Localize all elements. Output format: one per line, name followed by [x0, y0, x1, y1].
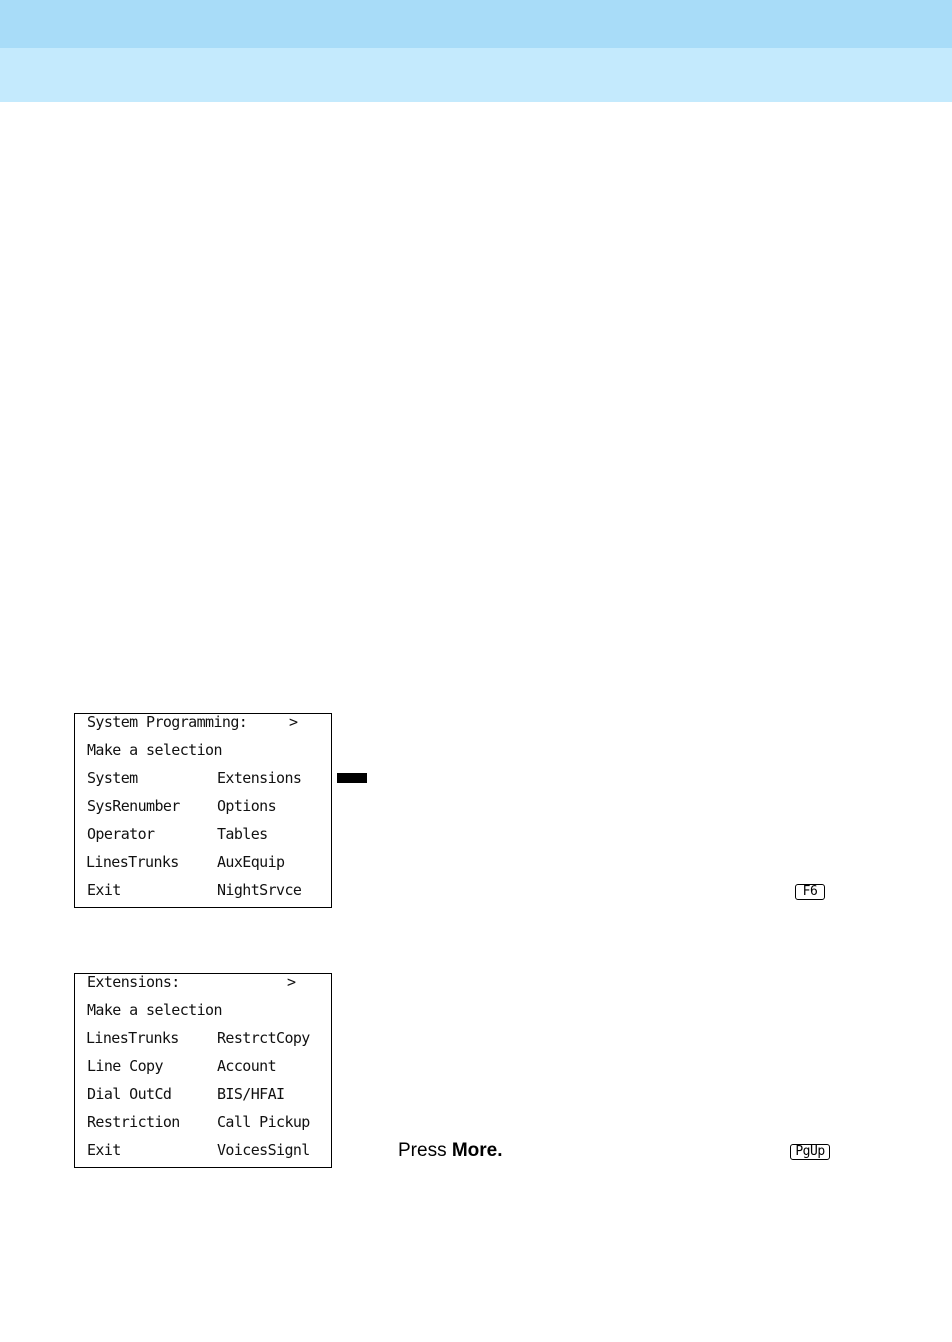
menu-row [75, 798, 331, 826]
menu-option-sysrenumber[interactable]: SysRenumber [87, 797, 180, 815]
console-screen-extensions [74, 973, 332, 1168]
screen-prompt-row [75, 742, 331, 770]
menu-option-restrctcopy[interactable]: RestrctCopy [217, 1029, 310, 1047]
instruction-prefix: Press [398, 1140, 452, 1161]
menu-option-call-pickup[interactable]: Call Pickup [217, 1113, 310, 1131]
menu-option-options[interactable]: Options [217, 797, 277, 815]
screen-prompt-row [75, 1002, 331, 1030]
menu-row [75, 826, 331, 854]
menu-option-linestrunks[interactable]: LinesTrunks [86, 853, 179, 871]
menu-option-line-copy[interactable]: Line Copy [87, 1057, 163, 1075]
menu-option-operator[interactable]: Operator [87, 825, 155, 843]
screen-title: Extensions: [87, 973, 180, 991]
more-arrow: > [289, 713, 298, 731]
menu-option-dial-outcd[interactable]: Dial OutCd [87, 1085, 172, 1103]
screen-prompt: Make a selection [87, 1001, 222, 1019]
menu-row [75, 1114, 331, 1142]
pgup-key: PgUp [790, 1144, 830, 1160]
menu-option-extensions[interactable]: Extensions [217, 769, 302, 787]
menu-row [75, 1086, 331, 1114]
menu-row [75, 1058, 331, 1086]
menu-option-tables[interactable]: Tables [217, 825, 268, 843]
f6-key: F6 [795, 884, 825, 900]
screen-prompt: Make a selection [87, 741, 222, 759]
menu-row [75, 1142, 331, 1170]
menu-row [75, 770, 331, 798]
menu-option-auxequip[interactable]: AuxEquip [217, 853, 285, 871]
instruction-text [398, 1140, 503, 1162]
console-screen-system-programming [74, 713, 332, 908]
menu-option-bis-hfai[interactable]: BIS/HFAI [217, 1085, 285, 1103]
header-band-bottom [0, 48, 952, 102]
menu-option-restriction[interactable]: Restriction [87, 1113, 180, 1131]
menu-option-system[interactable]: System [87, 769, 138, 787]
more-arrow: > [287, 973, 296, 991]
screen-title-row [75, 714, 331, 742]
instruction-action: More. [451, 1140, 503, 1161]
screen-title-row [75, 974, 331, 1002]
menu-option-exit[interactable]: Exit [87, 1141, 121, 1159]
menu-option-nightsrvce[interactable]: NightSrvce [217, 881, 302, 899]
menu-option-voicessignl[interactable]: VoicesSignl [217, 1141, 310, 1159]
selection-indicator [337, 773, 367, 783]
menu-option-account[interactable]: Account [217, 1057, 277, 1075]
header-band-top [0, 0, 952, 48]
menu-option-exit[interactable]: Exit [87, 881, 121, 899]
menu-row [75, 1030, 331, 1058]
screen-title: System Programming: [87, 713, 248, 731]
menu-row [75, 882, 331, 910]
menu-option-linestrunks[interactable]: LinesTrunks [86, 1029, 179, 1047]
menu-row [75, 854, 331, 882]
